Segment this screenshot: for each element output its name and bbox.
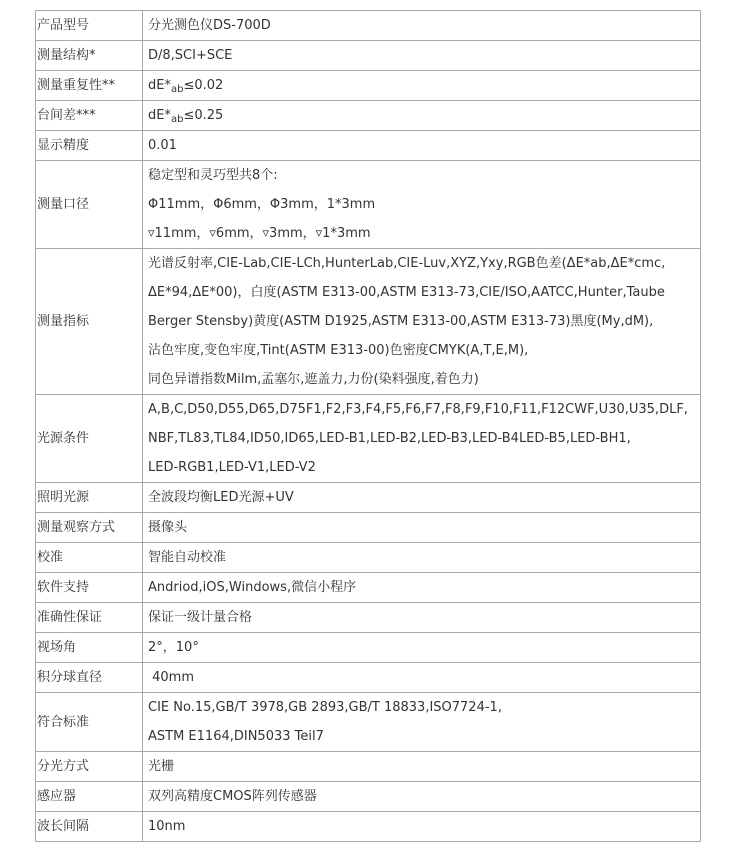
table-row	[36, 782, 701, 812]
row-value: 双列高精度CMOS阵列传感器	[143, 782, 701, 812]
row-value: D/8,SCI+SCE	[143, 41, 701, 71]
row-value: 0.01	[143, 131, 701, 161]
row-label: 照明光源	[36, 483, 143, 513]
table-row	[36, 483, 701, 513]
row-value: 光栅	[143, 752, 701, 782]
row-label: 测量口径	[36, 161, 143, 249]
row-label: 测量指标	[36, 249, 143, 395]
row-label: 分光方式	[36, 752, 143, 782]
spec-table	[35, 10, 701, 842]
table-row	[36, 11, 701, 41]
table-row	[36, 633, 701, 663]
table-row	[36, 395, 701, 483]
row-value: 光谱反射率,CIE-Lab,CIE-LCh,HunterLab,CIE-Luv,XYZ,Yxy,RGB色差(ΔE*ab,ΔE*cmc, ΔE*94,ΔE*00)，白度(ASTM E313-00,ASTM E313-73,CIE/ISO,AATCC,Hunter,Taube Berger Stensby)黄度(ASTM D1925,ASTM E313-00,ASTM E313-73)黑度(My,dM), 沾色牢度,变色牢度,Tint(ASTM E313-00)色密度CMYK(A,T,E,M), 同色异谱指数Milm,孟塞尔,遮盖力,力份(染料强度,着色力)	[143, 249, 701, 395]
row-value: $dE*_{ab}\le 0.02$	[143, 71, 701, 101]
row-label: 软件支持	[36, 573, 143, 603]
row-value: 全波段均衡LED光源+UV	[143, 483, 701, 513]
row-value: A,B,C,D50,D55,D65,D75F1,F2,F3,F4,F5,F6,F7,F8,F9,F10,F11,F12CWF,U30,U35,DLF, NBF,TL83,TL84,ID50,ID65,LED-B1,LED-B2,LED-B3,LED-B4LED-B5,LED-BH1, LED-RGB1,LED-V1,LED-V2	[143, 395, 701, 483]
table-row	[36, 663, 701, 693]
row-label: 感应器	[36, 782, 143, 812]
table-row	[36, 752, 701, 782]
row-value: 分光测色仪DS-700D	[143, 11, 701, 41]
row-label: 台间差***	[36, 101, 143, 131]
row-label: 波长间隔	[36, 812, 143, 842]
row-value: $dE*_{ab}\le 0.25$	[143, 101, 701, 131]
row-value: CIE No.15,GB/T 3978,GB 2893,GB/T 18833,ISO7724-1, ASTM E1164,DIN5033 Teil7	[143, 693, 701, 752]
row-label: 测量结构*	[36, 41, 143, 71]
row-label: 积分球直径	[36, 663, 143, 693]
table-row	[36, 693, 701, 752]
row-label: 测量观察方式	[36, 513, 143, 543]
table-row	[36, 513, 701, 543]
row-value: 保证一级计量合格	[143, 603, 701, 633]
table-row	[36, 603, 701, 633]
row-label: 符合标准	[36, 693, 143, 752]
row-value: 10nm	[143, 812, 701, 842]
table-row	[36, 161, 701, 249]
row-value: 稳定型和灵巧型共8个: Φ11mm，Φ6mm，Φ3mm，1*3mm ▿11mm，▿6mm，▿3mm，▿1*3mm	[143, 161, 701, 249]
table-row	[36, 249, 701, 395]
table-row	[36, 812, 701, 842]
row-value: 2°，10°	[143, 633, 701, 663]
row-value: 摄像头	[143, 513, 701, 543]
row-label: 光源条件	[36, 395, 143, 483]
table-row	[36, 71, 701, 101]
table-row	[36, 101, 701, 131]
row-label: 显示精度	[36, 131, 143, 161]
row-label: 测量重复性**	[36, 71, 143, 101]
table-row	[36, 41, 701, 71]
row-label: 视场角	[36, 633, 143, 663]
table-row	[36, 573, 701, 603]
row-value: 40mm	[143, 663, 701, 693]
row-label: 准确性保证	[36, 603, 143, 633]
row-label: 校准	[36, 543, 143, 573]
row-value: Andriod,iOS,Windows,微信小程序	[143, 573, 701, 603]
table-row	[36, 131, 701, 161]
row-value: 智能自动校准	[143, 543, 701, 573]
table-row	[36, 543, 701, 573]
row-label: 产品型号	[36, 11, 143, 41]
